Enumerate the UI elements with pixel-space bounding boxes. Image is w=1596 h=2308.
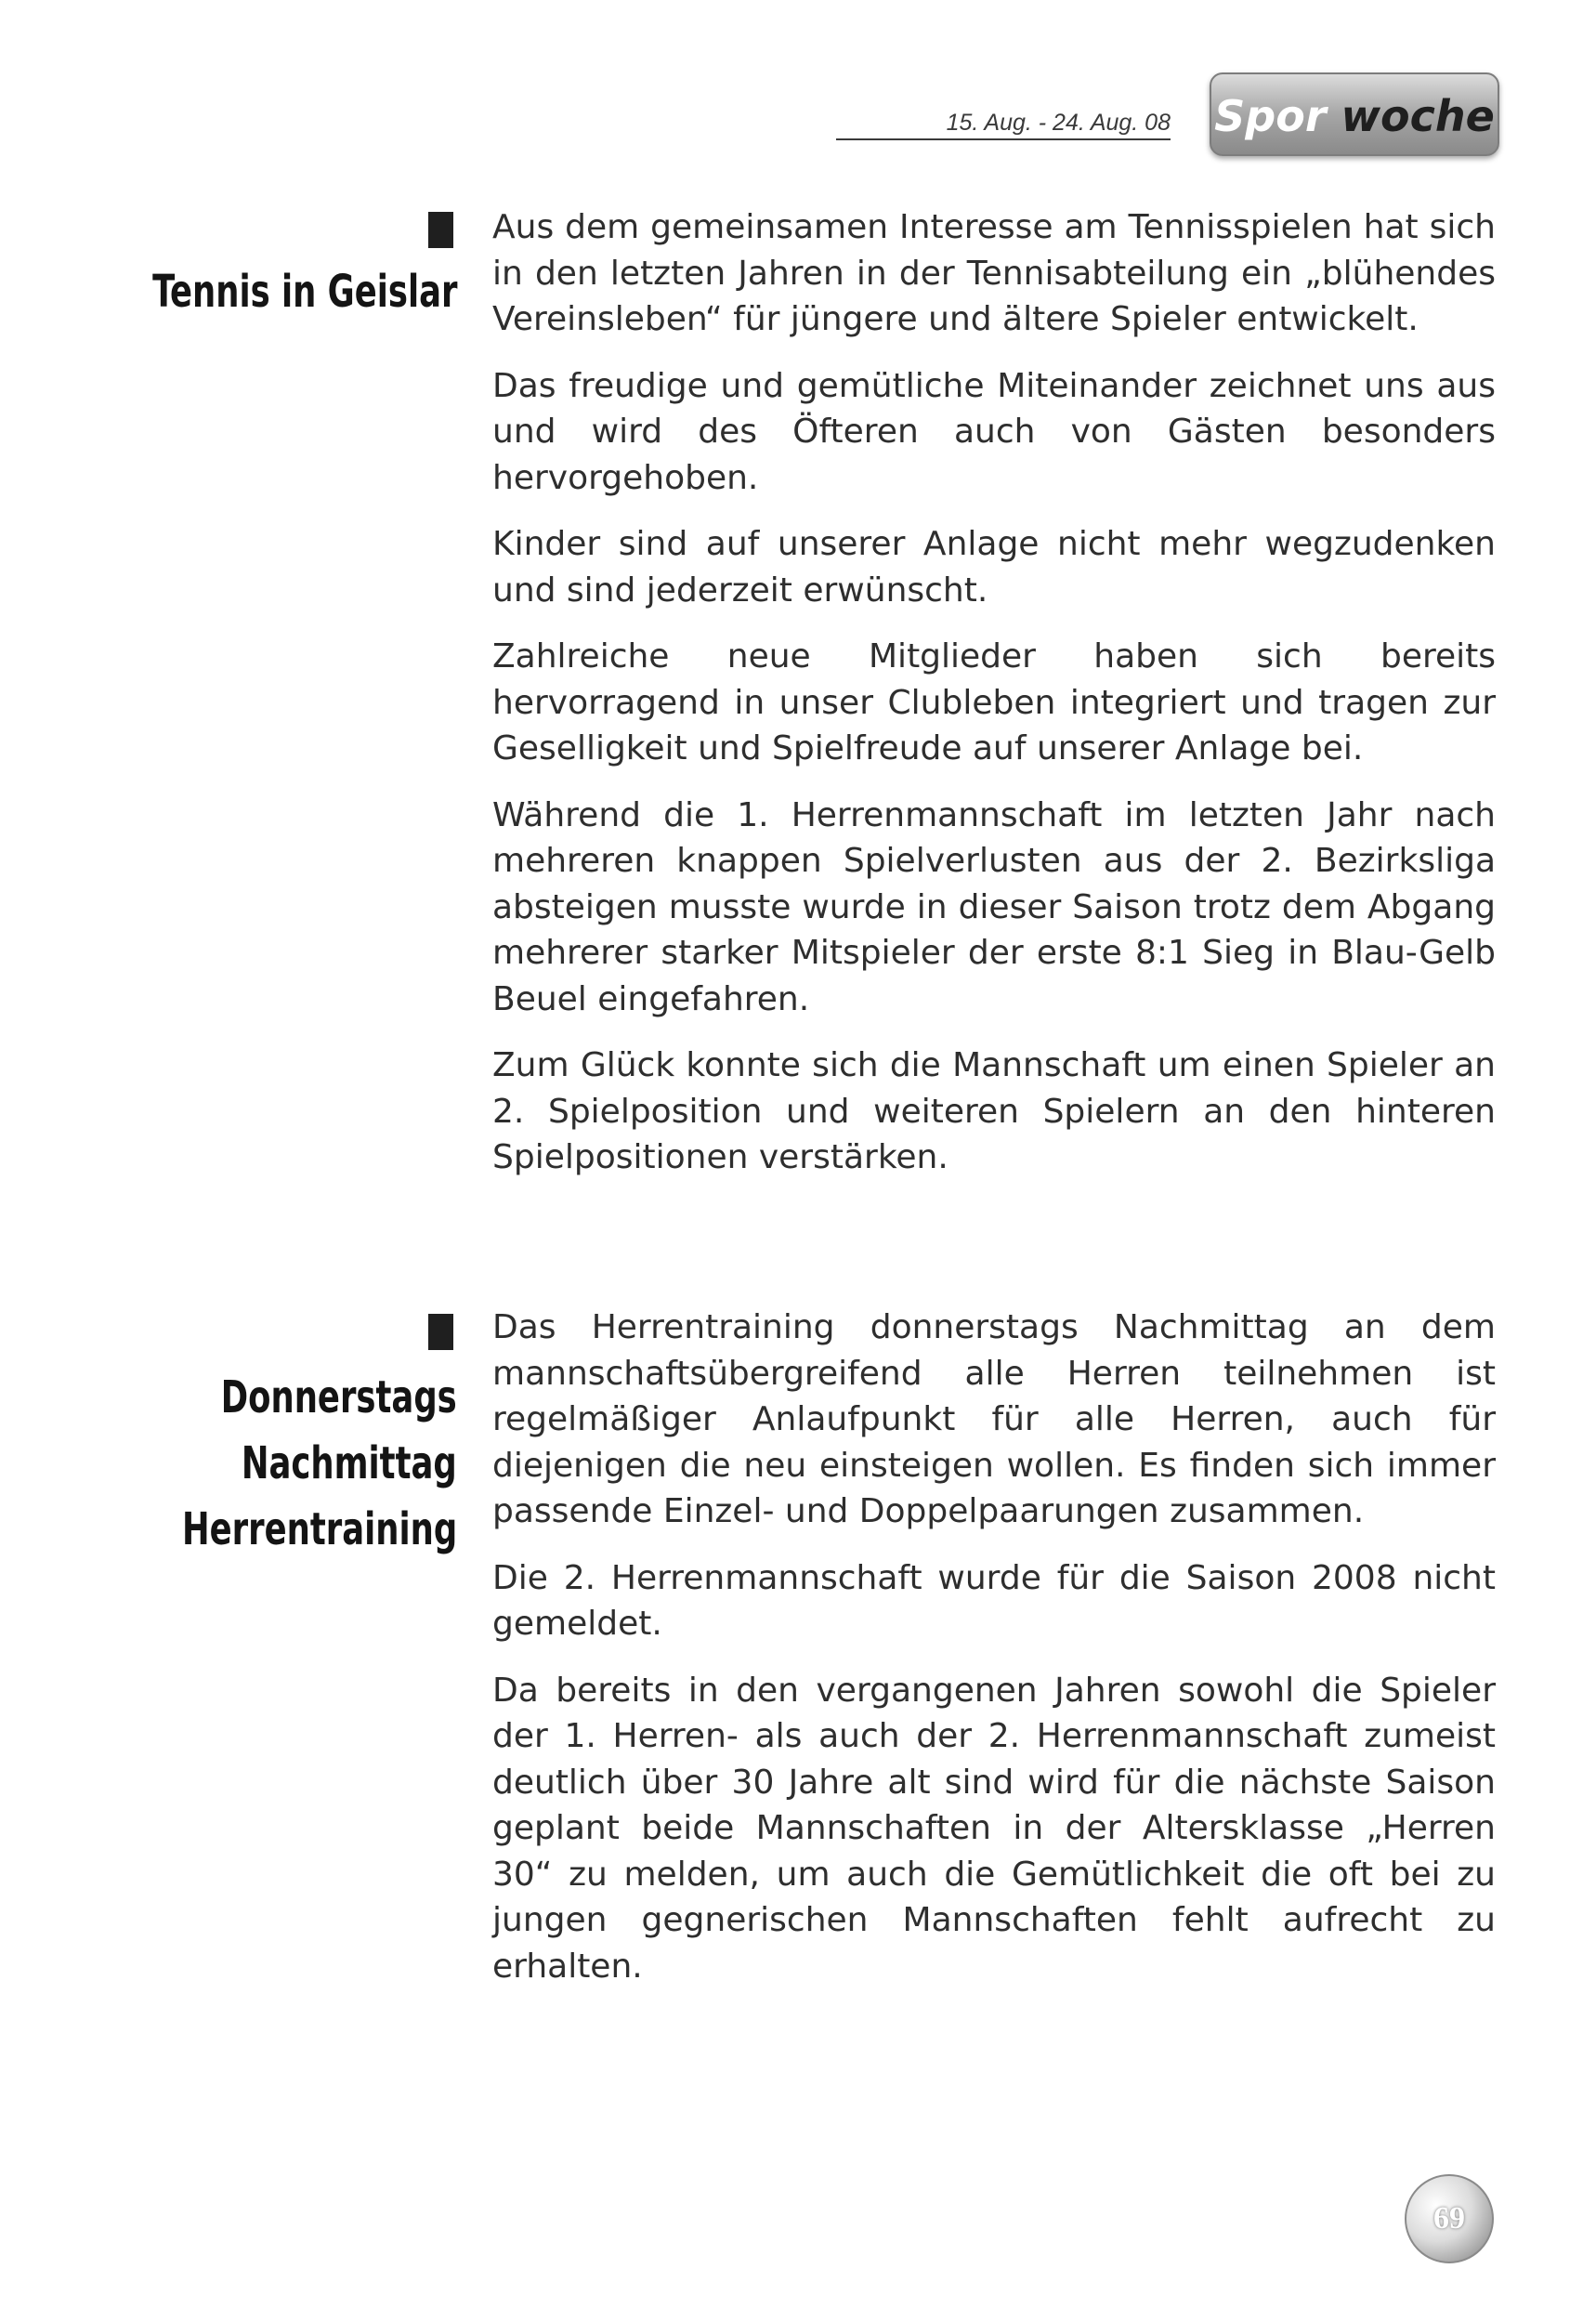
section-donnerstags-herrentraining	[492, 1305, 1496, 2010]
logo-text-part2: woche	[1341, 91, 1495, 141]
header-date-range: 15. Aug. - 24. Aug. 08	[836, 110, 1171, 140]
sportwoche-logo	[1210, 72, 1499, 156]
paragraph: Das freudige und gemütliche Miteinander zeichnet uns aus und wird des Öfteren auch von Gästen besonders hervorgehoben.	[492, 366, 1496, 497]
paragraph: Kinder sind auf unserer Anlage nicht mehr wegzudenken und sind jederzeit erwünscht.	[492, 525, 1496, 610]
page-number-badge: 69	[1405, 2174, 1494, 2263]
section-marker-square	[428, 1314, 453, 1350]
section-marker-square	[428, 212, 453, 248]
logo-text-part1: Spor	[1214, 91, 1327, 141]
section-title-line-2: Nachmittag	[242, 1437, 457, 1489]
section-title-line-1: Donnerstags	[221, 1371, 457, 1423]
section-title-line-3: Herrentraining	[181, 1503, 457, 1555]
paragraph: Aus dem gemeinsamen Interesse am Tennisspielen hat sich in den letzten Jahren in der Tennisabteilung ein „blühendes Vereinsleben“ für jüngere und ältere Spieler entwickelt.	[492, 208, 1496, 338]
paragraph: Die 2. Herrenmannschaft wurde für die Saison 2008 nicht gemeldet.	[492, 1558, 1496, 1643]
paragraph: Zum Glück konnte sich die Mannschaft um einen Spieler an 2. Spielposition und weiteren Spielern an den hinteren Spielpositionen verstärken.	[492, 1046, 1496, 1176]
paragraph: Da bereits in den vergangenen Jahren sowohl die Spieler der 1. Herren- als auch der 2. Herrenmannschaft zumeist deutlich über 30 Jahre alt sind wird für die nächste Saison geplant beide Mannschaften in der Altersklasse „Herren 30“ zu melden, um auch die Gemütlichkeit die oft bei zu jungen gegnerischen Mannschaften fehlt aufrecht zu erhalten.	[492, 1671, 1496, 1986]
paragraph: Zahlreiche neue Mitglieder haben sich bereits hervorragend in unser Clubleben integriert und tragen zur Geselligkeit und Spielfreude auf unserer Anlage bei.	[492, 637, 1496, 767]
paragraph: Während die 1. Herrenmannschaft im letzten Jahr nach mehreren knappen Spielverlusten aus der 2. Bezirksliga absteigen musste wurde in dieser Saison trotz dem Abgang mehrerer starker Mitspieler der erste 8:1 Sieg in Blau-Gelb Beuel eingefahren.	[492, 795, 1496, 1018]
section-tennis-in-geislar	[492, 204, 1496, 1201]
paragraph: Das Herrentraining donnerstags Nachmittag an dem mannschaftsübergreifend alle Herren teilnehmen ist regelmäßiger Anlaufpunkt für alle Herren, auch für diejenigen die neu einsteigen wollen. Es finden sich immer passende Einzel- und Doppelpaarungen zusammen.	[492, 1308, 1496, 1530]
section-title-tennis-in-geislar: Tennis in Geislar	[151, 266, 457, 318]
